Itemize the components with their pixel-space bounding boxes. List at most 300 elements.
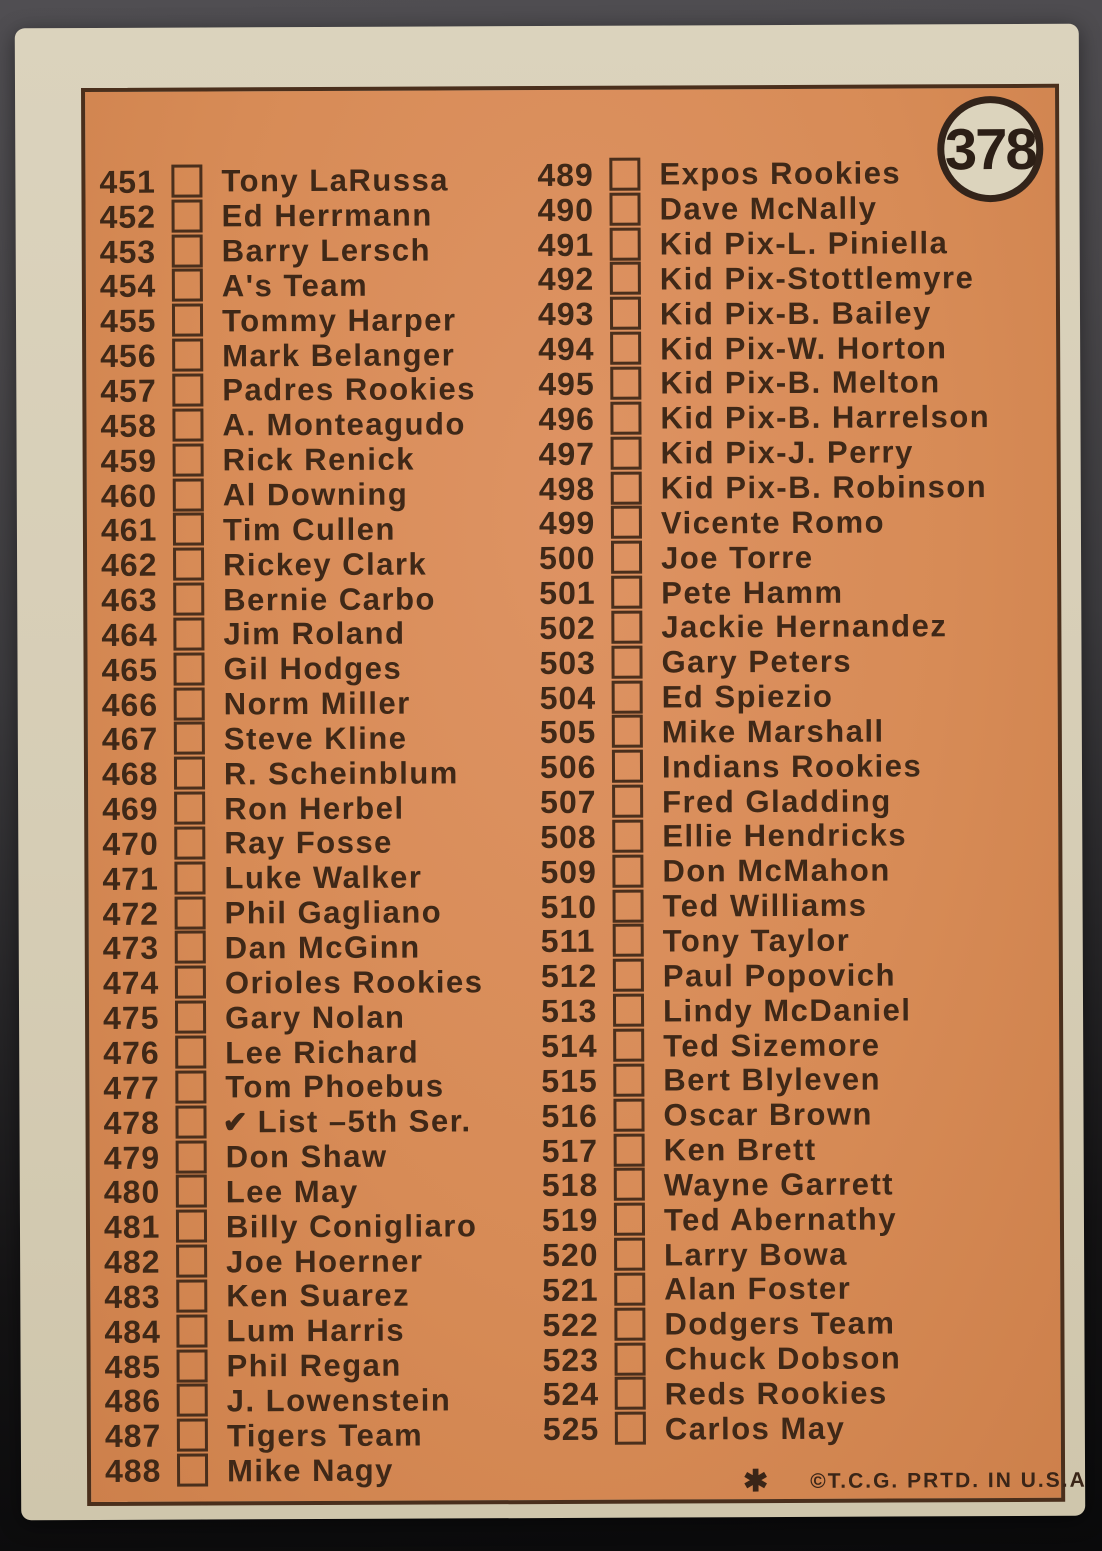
checkbox-472[interactable] [175,896,206,929]
checkbox-486[interactable] [177,1384,208,1417]
checkbox-462[interactable] [173,548,204,581]
checklist-row [543,1410,995,1447]
checklist-card [15,24,1086,1521]
entry-number: 486 [104,1383,162,1420]
checklist-row [541,1062,993,1099]
entry-number: 490 [537,191,595,228]
checklist-row [103,1104,484,1141]
entry-name: Gil Hodges [223,650,403,687]
entry-number: 503 [539,644,596,681]
entry-number: 477 [103,1069,160,1106]
entry-name: Al Downing [222,476,409,513]
checklist-row [102,756,483,793]
checklist-row [100,338,481,375]
checkbox-465[interactable] [173,652,204,685]
checklist-column-left [99,163,485,1489]
entry-number: 464 [101,616,158,653]
checkbox-453[interactable] [172,234,203,267]
entry-number: 453 [99,233,157,270]
checkbox-513[interactable] [613,994,644,1027]
entry-name: Jackie Hernandez [661,608,948,645]
entry-name: Kid Pix-B. Harrelson [660,399,991,436]
checklist-row [538,400,990,437]
checkbox-507[interactable] [612,785,643,818]
entry-number: 513 [540,992,598,1030]
checkbox-478[interactable] [175,1105,206,1138]
checkbox-480[interactable] [176,1175,207,1208]
entry-name: A. Monteagudo [222,406,466,443]
entry-number: 466 [101,686,159,723]
checkbox-520[interactable] [614,1238,645,1271]
entry-name: Luke Walker [224,859,423,896]
entry-name: Dave McNally [659,190,878,227]
checklist-row [101,547,482,584]
entry-number: 473 [102,930,160,967]
checklist-row [542,1167,994,1204]
entry-number: 496 [538,400,595,437]
checkbox-512[interactable] [613,959,644,992]
entry-name: Kid Pix-J. Perry [660,434,914,471]
checklist-row [103,1034,484,1071]
checkbox-489[interactable] [609,158,640,191]
entry-number: 508 [540,818,597,855]
entry-number: 519 [541,1202,599,1239]
checklist-row [542,1271,994,1308]
checklist-row [100,303,481,340]
entry-number: 457 [100,372,157,409]
entry-name: Wayne Garrett [663,1166,895,1203]
entry-number: 524 [542,1376,600,1413]
entry-number: 470 [102,825,159,862]
entry-name: Indians Rookies [661,748,923,785]
checklist-row [100,407,481,444]
entry-name: Ken Brett [663,1131,817,1168]
checklist-row [102,686,483,723]
checkbox-525[interactable] [615,1412,646,1445]
entry-name: Barry Lersch [221,232,432,269]
entry-name: Larry Bowa [664,1236,849,1273]
entry-number: 471 [102,860,159,897]
checklist-row [541,1097,993,1134]
checklist-row [539,539,991,576]
entry-name: Joe Torre [660,539,814,576]
entry-name: Oscar Brown [663,1096,874,1133]
entry-number: 452 [99,198,157,235]
entry-name: Don Shaw [225,1138,388,1175]
checkbox-468[interactable] [174,757,205,790]
checkbox-473[interactable] [175,931,206,964]
checkbox-485[interactable] [177,1349,208,1382]
checklist-row [104,1209,485,1246]
checklist-row [541,888,993,925]
checklist-row [104,1313,485,1350]
checklist-row [542,1132,994,1169]
entry-number: 504 [539,679,597,716]
checkbox-469[interactable] [174,792,205,825]
checklist-row [538,226,990,263]
entry-name: List –5th Ser. [257,1103,472,1140]
checkbox-505[interactable] [612,715,643,748]
checkbox-458[interactable] [172,408,203,441]
entry-number: 483 [104,1278,161,1315]
entry-name: Pete Hamm [661,574,844,611]
checklist-row [101,581,482,618]
checkbox-496[interactable] [610,401,641,434]
entry-name: J. Lowenstein [226,1382,452,1419]
checklist-row [543,1376,995,1413]
entry-number: 456 [100,337,157,375]
checkbox-510[interactable] [613,889,644,922]
checkbox-498[interactable] [611,471,642,504]
entry-number: 475 [102,999,160,1037]
entry-name: Ted Williams [662,887,868,924]
entry-number: 488 [104,1452,162,1490]
entry-number: 474 [102,965,160,1002]
checkbox-503[interactable] [611,645,642,678]
checklist-row [102,860,483,897]
checklist-row [101,616,482,653]
checkbox-515[interactable] [613,1063,644,1096]
checklist-row [541,957,993,994]
entry-name: Kid Pix-B. Bailey [659,295,932,332]
entry-number: 502 [539,609,596,646]
checkbox-475[interactable] [175,1001,206,1034]
checkbox-523[interactable] [614,1342,645,1375]
entry-number: 482 [104,1243,161,1281]
entry-number: 487 [104,1417,162,1455]
checkbox-499[interactable] [611,506,642,539]
entry-number: 478 [103,1104,160,1141]
checklist-row [101,512,482,549]
entry-name: Tim Cullen [222,511,396,548]
checkbox-511[interactable] [613,924,644,957]
checkbox-482[interactable] [176,1245,207,1278]
entry-name: Mike Marshall [661,713,885,750]
checkbox-474[interactable] [175,966,206,999]
checkbox-502[interactable] [611,610,642,643]
checklist-row [540,818,992,855]
entry-number: 463 [101,581,158,619]
entry-number: 460 [100,477,158,514]
entry-number: 462 [101,546,158,584]
entry-name: Tigers Team [226,1417,424,1454]
entry-name: Tom Phoebus [225,1068,445,1105]
entry-number: 479 [103,1139,161,1176]
checklist-row [538,261,990,298]
checkbox-457[interactable] [172,373,203,406]
entry-number: 492 [537,261,595,298]
checkbox-518[interactable] [614,1168,645,1201]
entry-number: 485 [104,1348,162,1385]
entry-number: 489 [537,156,594,193]
entry-name: Bernie Carbo [223,581,436,617]
entry-name: Ron Herbel [224,790,405,827]
checklist-row [103,965,484,1002]
checklist-row [539,609,991,646]
checklist-row [542,1341,994,1378]
entry-name: Gary Nolan [224,999,406,1036]
entry-name: Don McMahon [662,852,891,889]
checkbox-481[interactable] [176,1210,207,1243]
checkbox-459[interactable] [173,443,204,476]
entry-number: 525 [542,1411,600,1448]
checklist-row [100,268,481,305]
checklist-row [541,1027,993,1064]
checkbox-479[interactable] [176,1140,207,1173]
checklist-row [538,295,990,332]
checkbox-477[interactable] [175,1070,206,1103]
entry-name: Joe Hoerner [226,1243,424,1279]
entry-name: Ellie Hendricks [662,817,908,854]
entry-name: Vicente Romo [660,504,886,541]
checklist-row [542,1306,994,1343]
entry-name: Lum Harris [226,1312,406,1349]
entry-name: Norm Miller [223,685,411,722]
card-number: 378 [944,116,1036,182]
entry-name: Jim Roland [223,616,406,652]
checklist-row [100,372,481,409]
checkbox-519[interactable] [614,1203,645,1236]
checkmark-icon: ✔ [222,1106,248,1140]
entry-number: 515 [541,1062,598,1099]
entry-name: Padres Rookies [222,371,477,408]
entry-number: 454 [99,268,157,305]
entry-name: Mark Belanger [222,337,456,374]
entry-name: Phil Gagliano [224,894,443,931]
entry-number: 469 [102,790,159,828]
entry-number: 458 [100,407,157,444]
checkbox-521[interactable] [614,1273,645,1306]
entry-name: Tony Taylor [662,922,851,959]
entry-number: 522 [542,1306,599,1343]
checkbox-500[interactable] [611,541,642,574]
checklist-row [102,790,483,827]
checklist-row [540,714,992,751]
checklist-row [103,895,484,932]
checklist-row [540,679,992,716]
checklist-row [542,1236,994,1273]
checkbox-467[interactable] [174,722,205,755]
entry-number: 516 [541,1097,598,1134]
checklist-row [104,1243,485,1280]
checkbox-452[interactable] [171,199,202,232]
entry-number: 455 [99,303,157,340]
checkbox-463[interactable] [173,583,204,616]
checklist-row [105,1453,486,1490]
entry-number: 511 [540,923,596,960]
checklist-row [539,644,991,681]
checkbox-508[interactable] [612,820,643,853]
entry-name: Kid Pix-Stottlemyre [659,260,975,297]
checklist-row [539,505,991,542]
checklist-row [101,477,482,514]
checklist-row [537,191,989,228]
entry-number: 500 [538,540,596,577]
checkbox-522[interactable] [614,1307,645,1340]
checkbox-471[interactable] [174,861,205,894]
entry-number: 459 [100,442,158,479]
entry-number: 467 [101,721,159,758]
checklist-row [105,1348,486,1385]
checkbox-497[interactable] [611,436,642,469]
asterisk-icon: ✱ [743,1465,769,1499]
entry-number: 507 [540,783,597,821]
checkbox-451[interactable] [171,164,202,197]
entry-name: Tony LaRussa [221,162,450,199]
checklist-row [101,442,482,479]
entry-number: 461 [100,512,158,549]
entry-name: Mike Nagy [226,1452,394,1489]
entry-number: 484 [104,1313,161,1350]
checklist-row [104,1139,485,1176]
checkbox-464[interactable] [173,617,204,650]
entry-number: 523 [542,1341,600,1378]
card-number-badge [937,96,1043,202]
entry-number: 498 [538,470,596,507]
checklist-row [104,1174,485,1211]
entry-number: 509 [540,853,597,890]
entry-name: Lee Richard [225,1034,420,1070]
checklist-row [100,233,481,270]
entry-name: Lee May [225,1173,359,1210]
checkbox-504[interactable] [612,680,643,713]
checklist-row [102,825,483,862]
checklist-row [99,163,480,200]
checkbox-495[interactable] [610,367,641,400]
checkbox-484[interactable] [176,1314,207,1347]
entry-name: Paul Popovich [662,957,897,994]
checklist-row [540,748,992,785]
checkbox-460[interactable] [173,478,204,511]
checkbox-516[interactable] [613,1098,644,1131]
entry-name: Rick Renick [222,441,415,478]
entry-number: 481 [103,1208,161,1246]
checklist-row [538,330,990,367]
footer [743,1465,1087,1499]
checklist-row [105,1383,486,1420]
checklist-row [540,853,992,890]
checkbox-494[interactable] [610,332,641,365]
entry-name: Orioles Rookies [224,964,484,1001]
entry-name: Kid Pix-B. Robinson [660,469,988,506]
checklist-panel [81,84,1087,1506]
entry-name: Kid Pix-L. Piniella [659,225,949,262]
entry-name: Ted Sizemore [663,1027,881,1064]
checkbox-514[interactable] [613,1029,644,1062]
entry-name: A's Team [221,267,369,304]
entry-name: Chuck Dobson [664,1340,902,1377]
checkbox-524[interactable] [615,1377,646,1410]
entry-name: Fred Gladding [662,783,892,820]
checkbox-454[interactable] [172,269,203,302]
entry-name: Phil Regan [226,1347,402,1384]
entry-name: Reds Rookies [664,1375,888,1412]
checkbox-455[interactable] [172,304,203,337]
checkbox-483[interactable] [176,1279,207,1312]
entry-name: Gary Peters [661,643,853,680]
entry-name: Rickey Clark [223,546,428,583]
checklist-row [538,365,990,402]
entry-number: 517 [541,1132,599,1169]
checklist-row [539,574,991,611]
checkbox-509[interactable] [612,854,643,887]
checklist-row [103,1069,484,1106]
entry-number: 510 [540,888,598,925]
entry-number: 520 [542,1236,599,1274]
entry-name: Ed Spiezio [661,678,834,715]
checkbox-487[interactable] [177,1419,208,1452]
checklist-row [540,783,992,820]
entry-number: 521 [542,1271,599,1308]
checkbox-470[interactable] [174,826,205,859]
checkbox-476[interactable] [175,1036,206,1069]
entry-number: 480 [103,1174,161,1211]
checkbox-466[interactable] [174,687,205,720]
checklist-row [541,923,993,960]
checklist-row [102,721,483,758]
entry-number: 514 [541,1027,598,1065]
checkbox-490[interactable] [609,192,640,225]
entry-number: 506 [539,749,597,786]
checkbox-517[interactable] [614,1133,645,1166]
checkbox-493[interactable] [610,297,641,330]
entry-name: Ray Fosse [224,825,393,861]
entry-name: Lindy McDaniel [662,992,912,1029]
checkbox-492[interactable] [610,262,641,295]
checkbox-456[interactable] [172,339,203,372]
checklist-row [541,992,993,1029]
entry-name: Ted Abernathy [663,1201,898,1238]
entry-name: Kid Pix-B. Melton [660,364,941,401]
checklist-row [99,198,480,235]
checklist-row [539,470,991,507]
entry-number: 501 [539,574,596,612]
checkbox-501[interactable] [611,576,642,609]
checkbox-488[interactable] [177,1454,208,1487]
entry-number: 468 [101,755,159,793]
entry-name: Dodgers Team [664,1305,896,1342]
checklist-row [537,156,989,193]
checklist-row [101,651,482,688]
entry-number: 493 [537,296,595,333]
entry-name: Alan Foster [664,1271,852,1307]
entry-name: Ed Herrmann [221,197,433,234]
checklist-row [105,1418,486,1455]
entry-name: Bert Blyleven [663,1061,882,1098]
entry-number: 451 [99,163,156,200]
entry-name: Billy Conigliaro [225,1208,478,1245]
entry-number: 518 [541,1167,599,1204]
entry-number: 476 [103,1034,160,1071]
entry-number: 465 [101,651,159,688]
entry-name: Tommy Harper [221,302,457,339]
entry-name: Carlos May [664,1410,846,1447]
entry-number: 472 [102,895,160,932]
entry-name: Expos Rookies [659,155,902,192]
checklist-row [103,1000,484,1037]
checklist-column-right [537,156,994,1447]
entry-number: 512 [540,958,598,995]
entry-name: R. Scheinblum [223,755,459,792]
checkbox-461[interactable] [173,513,204,546]
checklist-row [103,930,484,967]
checkbox-506[interactable] [612,750,643,783]
entry-name: Kid Pix-W. Horton [660,329,948,367]
entry-number: 491 [537,226,595,263]
checkbox-491[interactable] [610,227,641,260]
entry-number: 495 [538,365,595,403]
entry-name: Dan McGinn [224,929,421,966]
